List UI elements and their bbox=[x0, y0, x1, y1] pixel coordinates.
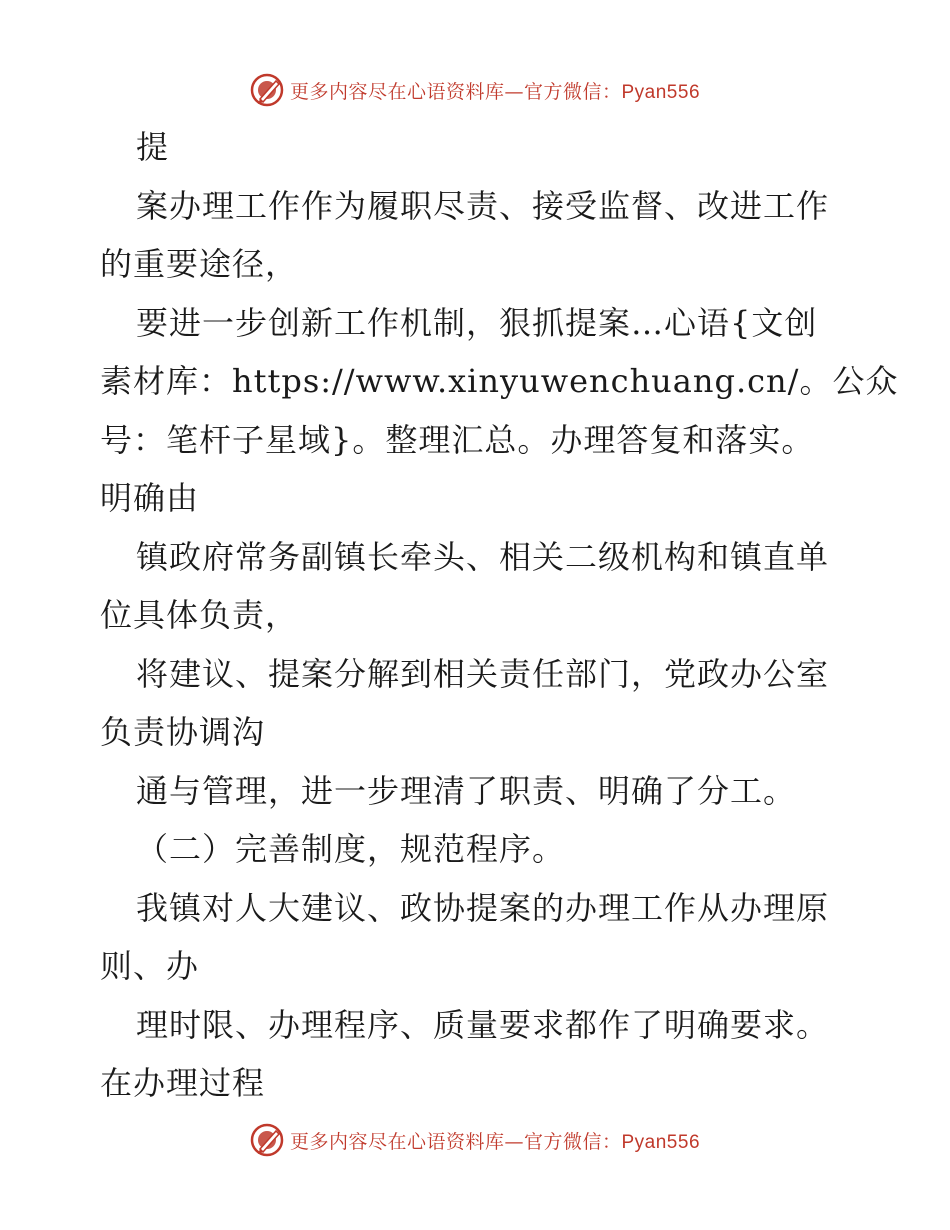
banner-handle: Pyan556 bbox=[621, 1131, 701, 1153]
banner-label: 更多内容尽在心语资料库—官方微信： bbox=[289, 80, 622, 103]
banner-text bbox=[290, 77, 700, 104]
text-line: （二）完善制度，规范程序。 bbox=[136, 830, 566, 868]
banner-handle: Pyan556 bbox=[621, 81, 701, 103]
pen-logo-icon bbox=[250, 1123, 284, 1157]
text-line: 在办理过程 bbox=[100, 1064, 266, 1102]
text-line: 素材库：https://www.xinyuwenchuang.cn/。公众 bbox=[100, 362, 899, 400]
document-body bbox=[100, 118, 899, 1113]
text-line: 提 bbox=[136, 128, 170, 166]
text-line: 案办理工作作为履职尽责、接受监督、改进工作 bbox=[136, 186, 830, 225]
text-line: 明确由 bbox=[100, 479, 200, 517]
text-line: 的重要途径， bbox=[100, 245, 299, 283]
pen-logo-icon bbox=[250, 73, 284, 107]
banner-text bbox=[290, 1127, 700, 1154]
text-line: 负责协调沟 bbox=[100, 713, 266, 751]
text-line: 通与管理，进一步理清了职责、明确了分工。 bbox=[136, 771, 797, 810]
text-line: 则、办 bbox=[100, 947, 200, 985]
text-line: 位具体负责， bbox=[100, 596, 299, 634]
text-line: 要进一步创新工作机制，狠抓提案…心语{文创 bbox=[136, 303, 818, 342]
text-line: 理时限、办理程序、质量要求都作了明确要求。 bbox=[136, 1005, 830, 1044]
header-banner bbox=[0, 70, 950, 110]
text-line: 镇政府常务副镇长牵头、相关二级机构和镇直单 bbox=[136, 537, 830, 576]
text-line: 将建议、提案分解到相关责任部门，党政办公室 bbox=[136, 654, 830, 693]
text-line: 号：笔杆子星域}。整理汇总。办理答复和落实。 bbox=[100, 420, 815, 459]
banner-label: 更多内容尽在心语资料库—官方微信： bbox=[289, 1130, 622, 1153]
text-line: 我镇对人大建议、政协提案的办理工作从办理原 bbox=[136, 888, 830, 927]
footer-banner bbox=[0, 1120, 950, 1160]
